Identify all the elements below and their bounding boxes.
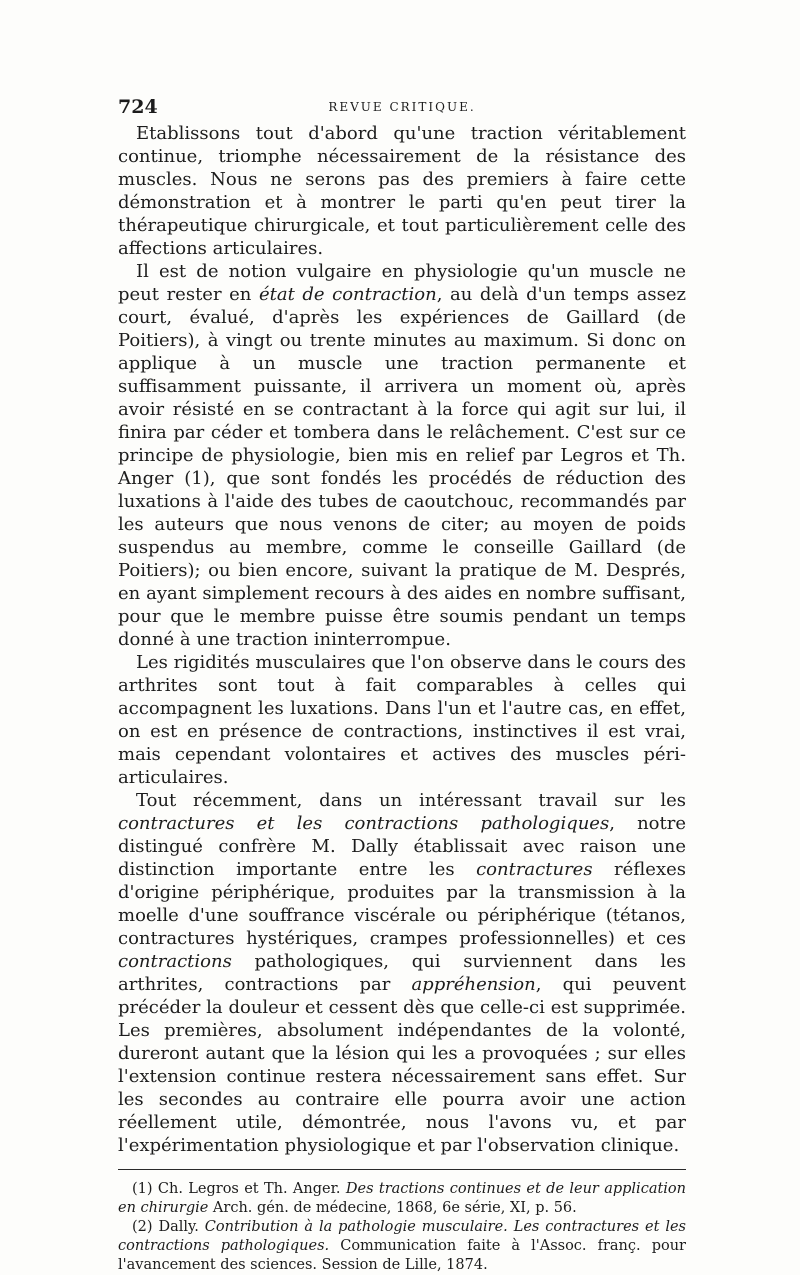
footnote (118, 1218, 686, 1275)
text-run: , notre distingué confrère M. Dally établissait avec raison une distinction importante entre les (118, 813, 686, 880)
footnote-prefix: (1) Ch. Legros et Th. Anger. (132, 1181, 346, 1197)
text-run: réflexes d'origine périphérique, produites par la transmission à la moelle d'une souffrance viscérale ou périphérique (tétanos, contractures hystériques, crampes professionnelles) et ces (118, 859, 686, 949)
footnote-suffix: Arch. gén. de médecine, 1868, 6e série, XI, p. 56. (208, 1200, 577, 1216)
paragraph (118, 260, 686, 651)
footnote-suffix: Communication faite à l'Assoc. franç. pour l'avancement des sciences. Session de Lille, 1874. (118, 1238, 686, 1273)
body-text (118, 122, 686, 1157)
footnote-title: Des tractions continues et de leur application en chirurgie (118, 1181, 686, 1216)
emphasis-text: contractures et les contractions pathologiques (118, 813, 610, 834)
footnotes (118, 1180, 686, 1275)
emphasis-text: appréhension (411, 974, 536, 995)
running-title: REVUE CRITIQUE. (328, 100, 476, 114)
footnote-rule (118, 1169, 686, 1170)
emphasis-text: contractions (118, 951, 232, 972)
footnote (118, 1180, 686, 1218)
text-run: , qui peuvent précéder la douleur et cessent dès que celle-ci est supprimée. Les premières, absolument indépendantes de la volonté, dureront autant que la lésion qui les a provoquées ; sur elles l'extension continue restera nécessairement sans effet. Sur les secondes au contraire elle pourra avoir une action réellement utile, démontrée, nous l'avons vu, et par l'expérimentation physiologique et par l'observation clinique. (118, 974, 686, 1156)
text-run: Tout récemment, dans un intéressant travail sur les (136, 790, 686, 811)
page-header (118, 96, 686, 122)
paragraph (118, 122, 686, 260)
footnote-prefix: (2) Dally. (132, 1219, 205, 1235)
emphasis-text: état de contraction (258, 284, 437, 305)
text-run: pathologiques, qui surviennent dans les arthrites, contractions par (118, 951, 686, 995)
text-run: Etablissons tout d'abord qu'une traction véritablement continue, triomphe nécessairement de la résistance des muscles. Nous ne serons pas des premiers à faire cette démonstration et à montrer le parti qu'en peut tirer la thérapeutique chirurgicale, et tout particulièrement celle des affections articulaires. (118, 123, 686, 259)
text-run: Les rigidités musculaires que l'on observe dans le cours des arthrites sont tout à fait comparables à celles qui accompagnent les luxations. Dans l'un et l'autre cas, en effet, on est en présence de contractions, instinctives il est vrai, mais cependant volontaires et actives des muscles péri-articulaires. (118, 652, 686, 788)
page (118, 96, 686, 1275)
text-run: Il est de notion vulgaire en physiologie qu'un muscle ne peut rester en (118, 261, 686, 305)
paragraph (118, 651, 686, 789)
page-number: 724 (118, 96, 158, 118)
text-run: , au delà d'un temps assez court, évalué, d'après les expériences de Gaillard (de Poitiers), à vingt ou trente minutes au maximum. Si donc on applique à un muscle une traction permanente et suffisamment puissante, il arrivera un moment où, après avoir résisté en se contractant à la force qui agit sur lui, il finira par céder et tombera dans le relâchement. C'est sur ce principe de physiologie, bien mis en relief par Legros et Th. Anger (1), que sont fondés les procédés de réduction des luxations à l'aide des tubes de caoutchouc, recommandés par les auteurs que nous venons de citer; au moyen de poids suspendus au membre, comme le conseille Gaillard (de Poitiers); ou bien encore, suivant la pratique de M. Després, en ayant simplement recours à des aides en nombre suffisant, pour que le membre puisse être soumis pendant un temps donné à une traction ininterrompue. (118, 284, 686, 650)
paragraph (118, 789, 686, 1157)
footnote-title: Contribution à la pathologie musculaire. Les contractures et les contractions pathologiques. (118, 1219, 686, 1254)
emphasis-text: contractures (476, 859, 593, 880)
